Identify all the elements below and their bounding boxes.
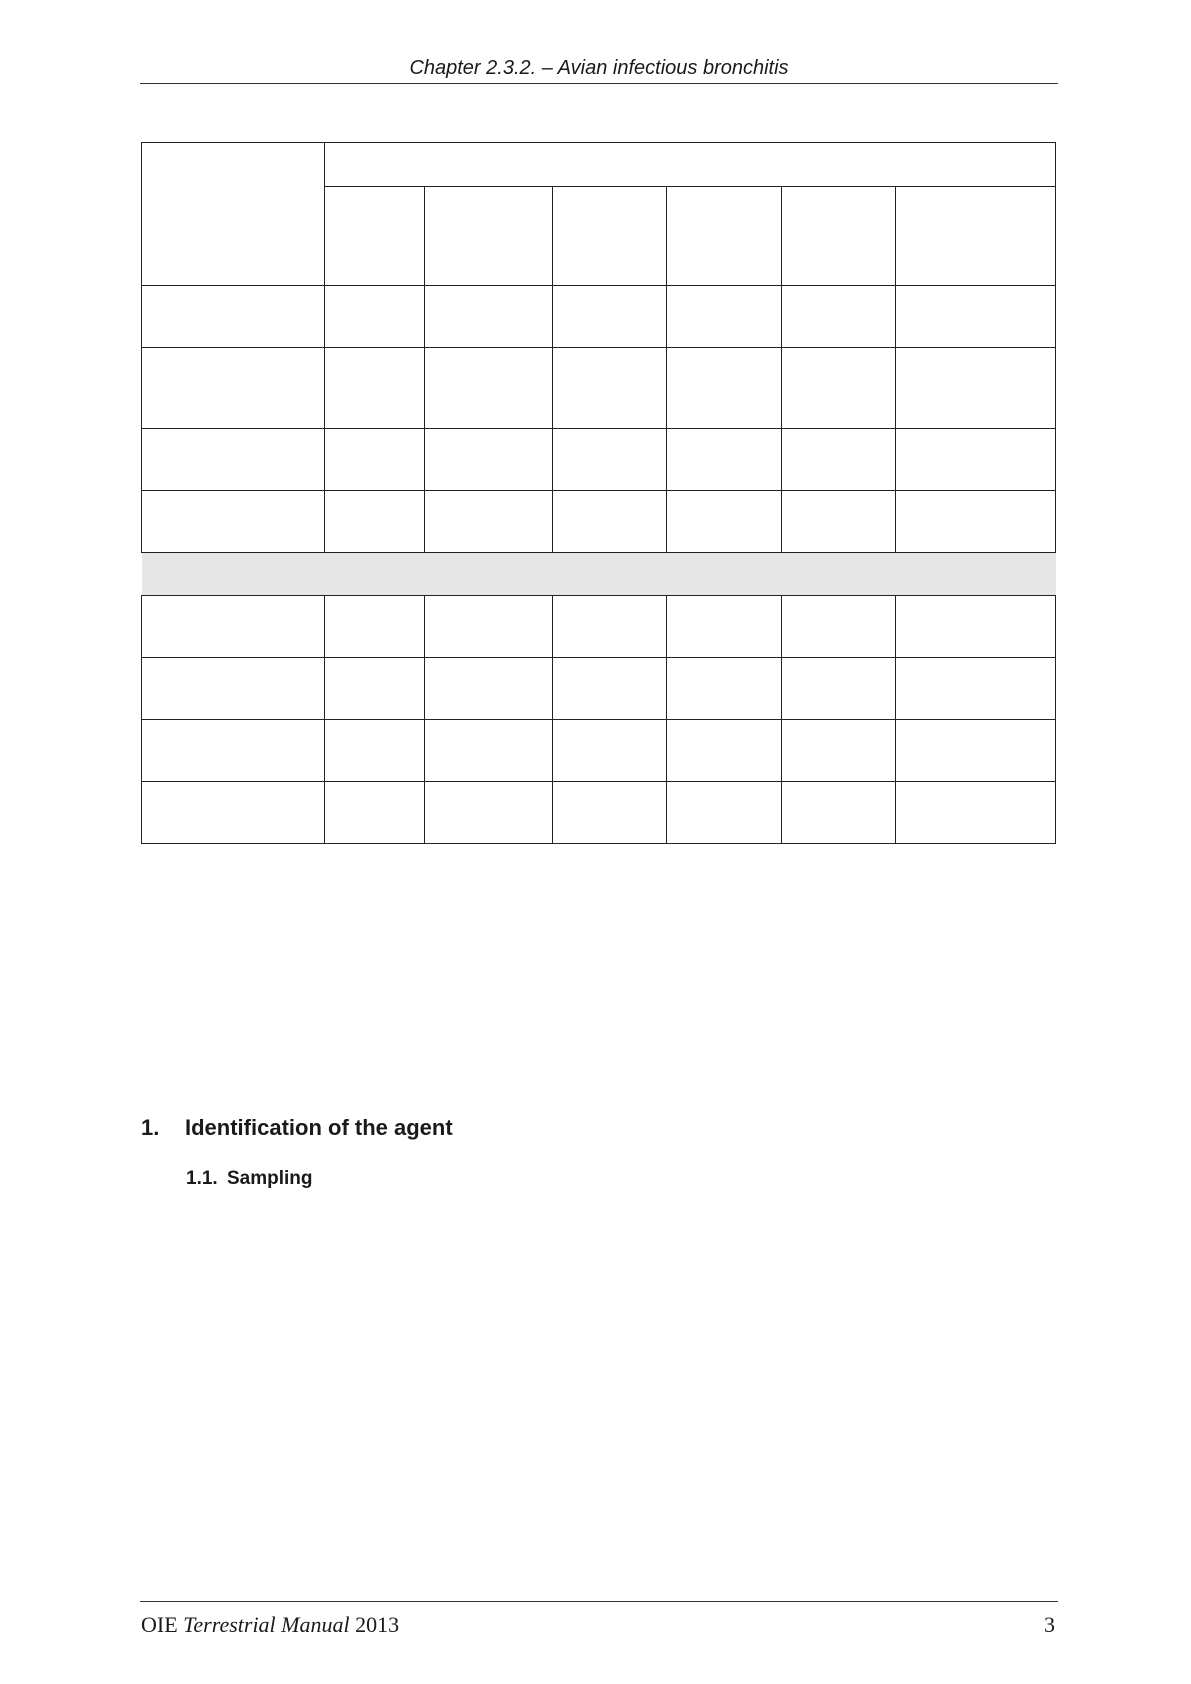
table-cell xyxy=(782,596,896,658)
table-cell xyxy=(425,720,553,782)
footer-citation xyxy=(141,1611,399,1639)
table-cell xyxy=(782,286,896,348)
table-shaded-band xyxy=(142,553,1056,596)
table-shaded-band-row xyxy=(142,553,1056,596)
table-cell xyxy=(782,491,896,553)
table-cell xyxy=(325,491,425,553)
footer-publisher: OIE xyxy=(141,1612,178,1637)
table-cell xyxy=(782,429,896,491)
subsection-heading xyxy=(186,1167,313,1191)
table-row xyxy=(142,491,1056,553)
section-heading xyxy=(141,1114,453,1142)
table-column-header xyxy=(896,187,1056,286)
subsection-title: Sampling xyxy=(227,1168,313,1189)
table-column-header xyxy=(782,187,896,286)
header-rule xyxy=(140,83,1058,84)
footer-year: 2013 xyxy=(355,1612,400,1637)
methods-table xyxy=(141,142,1056,844)
table-cell xyxy=(325,782,425,844)
table-cell xyxy=(325,720,425,782)
table-row xyxy=(142,286,1056,348)
table-row xyxy=(142,658,1056,720)
table-cell xyxy=(425,491,553,553)
table-cell xyxy=(142,286,325,348)
table-group-header-cell xyxy=(325,143,1056,187)
table-header-row xyxy=(142,143,1056,187)
table-cell xyxy=(142,429,325,491)
table-cell xyxy=(425,348,553,429)
table-cell xyxy=(782,658,896,720)
table-cell xyxy=(425,286,553,348)
table-cell xyxy=(425,596,553,658)
page-number: 3 xyxy=(1044,1612,1055,1637)
table-cell xyxy=(325,429,425,491)
table-cell xyxy=(667,658,782,720)
table-row xyxy=(142,348,1056,429)
table-column-header xyxy=(553,187,667,286)
table-column-header xyxy=(667,187,782,286)
table-cell xyxy=(142,596,325,658)
table-cell xyxy=(782,348,896,429)
table-cell xyxy=(425,429,553,491)
table-cell xyxy=(667,782,782,844)
table-column-header xyxy=(425,187,553,286)
table-cell xyxy=(896,429,1056,491)
table-cell xyxy=(896,782,1056,844)
table-cell xyxy=(142,491,325,553)
table-cell xyxy=(142,782,325,844)
table-cell xyxy=(553,491,667,553)
table-cell xyxy=(896,491,1056,553)
table-cell xyxy=(896,658,1056,720)
table-row xyxy=(142,782,1056,844)
table-cell xyxy=(325,658,425,720)
table-row xyxy=(142,429,1056,491)
table-cell xyxy=(142,658,325,720)
table-cell xyxy=(553,782,667,844)
table-row xyxy=(142,720,1056,782)
table-cell xyxy=(896,596,1056,658)
running-header: Chapter 2.3.2. – Avian infectious bronchitis xyxy=(409,57,789,79)
table-cell xyxy=(667,286,782,348)
table-cell xyxy=(553,286,667,348)
table-cell xyxy=(425,782,553,844)
table-cell xyxy=(553,596,667,658)
table-cell xyxy=(425,658,553,720)
table-cell xyxy=(896,348,1056,429)
footer-manual-name: Terrestrial Manual xyxy=(183,1612,350,1637)
table-cell xyxy=(553,348,667,429)
table-cell xyxy=(896,286,1056,348)
table-cell xyxy=(667,429,782,491)
subsection-number: 1.1. xyxy=(186,1168,218,1189)
table-cell xyxy=(325,348,425,429)
table-cell xyxy=(325,286,425,348)
table-column-header xyxy=(325,187,425,286)
table-cell xyxy=(325,596,425,658)
table-row xyxy=(142,596,1056,658)
table-cell xyxy=(667,596,782,658)
table-cell xyxy=(896,720,1056,782)
table-cell xyxy=(553,720,667,782)
table-cell xyxy=(782,782,896,844)
table-cell xyxy=(667,348,782,429)
table-cell xyxy=(142,720,325,782)
table-cell xyxy=(667,491,782,553)
table-cell xyxy=(667,720,782,782)
section-number: 1. xyxy=(141,1115,160,1140)
table-cell xyxy=(553,658,667,720)
section-title: Identification of the agent xyxy=(185,1115,453,1140)
table-cell xyxy=(553,429,667,491)
table-corner-cell xyxy=(142,143,325,286)
table-cell xyxy=(782,720,896,782)
footer-rule xyxy=(140,1601,1058,1602)
table-cell xyxy=(142,348,325,429)
